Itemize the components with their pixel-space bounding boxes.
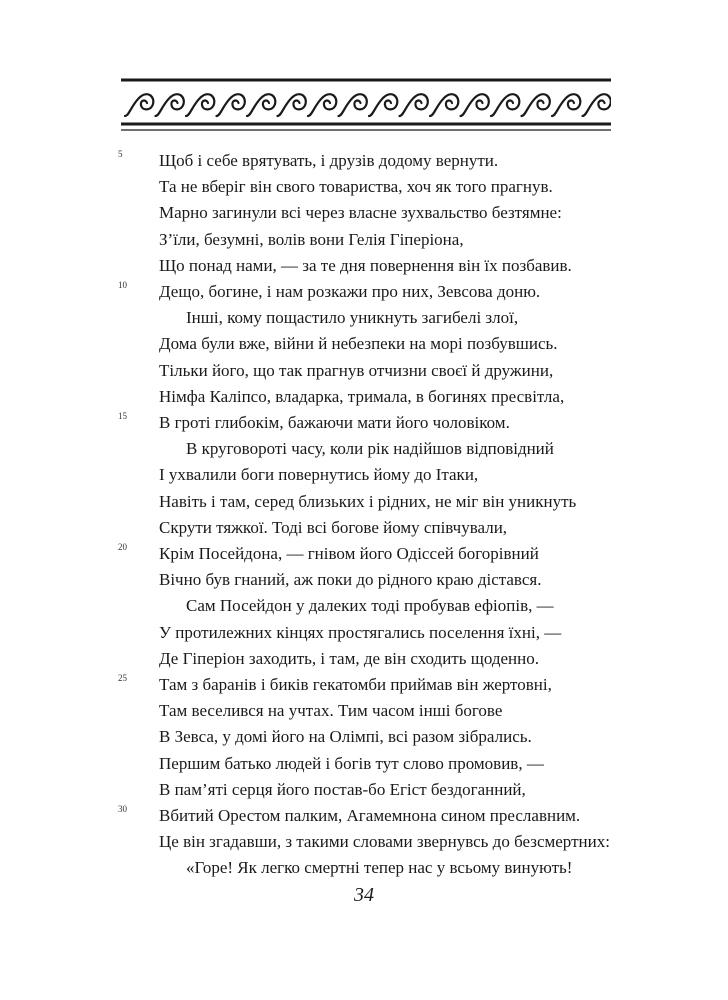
line-text: Там з баранів і биків гекатомби приймав він жертовні, (159, 675, 552, 694)
wave-scroll (247, 94, 275, 116)
line-text: Дещо, богине, і нам розкажи про них, Зевсова доню. (159, 282, 541, 301)
wave-scroll (156, 94, 184, 116)
wave-scroll (522, 94, 550, 116)
wave-scroll (125, 94, 153, 116)
line-text: І ухвалили боги повернутись йому до Ітаки, (159, 465, 479, 485)
poem-line (0, 436, 728, 462)
line-text: В пам’яті серця його постав-бо Егіст бездоганний, (159, 779, 526, 799)
poem-line (0, 200, 728, 226)
line-text: Навіть і там, серед близьких і рідних, не міг він уникнуть (159, 491, 577, 511)
wave-scroll (461, 94, 489, 116)
wave-scroll (552, 94, 580, 116)
poem-line (0, 751, 728, 777)
wave-scroll (339, 94, 367, 116)
wave-scroll (400, 94, 428, 116)
poem-line (0, 855, 728, 881)
poem-line (0, 646, 728, 672)
line-text: Це він згадавши, з такими словами звернувсь до безсмертних: (159, 832, 610, 852)
poem-line (0, 698, 728, 724)
line-text: Німфа Каліпсо, владарка, тримала, в богинях пресвітла, (159, 386, 565, 406)
poem-line (0, 227, 728, 253)
line-text: Щоб і себе врятувать, і друзів додому вернути. (159, 151, 499, 170)
wave-scroll-band (125, 94, 611, 116)
wave-scroll (583, 94, 611, 116)
poem-line (0, 803, 728, 829)
wave-scroll (430, 94, 458, 116)
greek-wave-ornament (121, 78, 611, 136)
line-text: Сам Посейдон у далеких тоді пробував ефіопів, — (186, 596, 554, 616)
poem-line (0, 148, 728, 174)
line-text: Де Гіперіон заходить, і там, де він сходить щоденно. (159, 648, 539, 668)
line-text: Першим батько людей і богів тут слово промовив, — (159, 753, 544, 773)
poem-line (0, 620, 728, 646)
line-text: В Зевса, у домі його на Олімпі, всі разом зібрались. (159, 727, 532, 747)
line-text: У протилежних кінцях простягались поселення їхні, — (159, 622, 562, 642)
poem-line (0, 567, 728, 593)
line-number: 20 (118, 542, 127, 552)
line-text: Скрути тяжкої. Тоді всі богове йому співчували, (159, 517, 508, 537)
line-text: Марно загинули всі через власне зухвальство безтямне: (159, 203, 562, 223)
line-text: Інші, кому пощастило уникнуть загибелі злої, (186, 308, 519, 328)
poem-line (0, 174, 728, 200)
poem-line (0, 724, 728, 750)
poem-line (0, 777, 728, 803)
poem-line (0, 358, 728, 384)
line-number: 30 (118, 804, 127, 814)
line-number: 15 (118, 411, 127, 421)
poem-line (0, 829, 728, 855)
wave-scroll (308, 94, 336, 116)
wave-scroll (278, 94, 306, 116)
poem-line (0, 384, 728, 410)
line-number: 10 (118, 280, 127, 290)
poem-line (0, 541, 728, 567)
line-text: Вічно був гнаний, аж поки до рідного краю дістався. (159, 570, 542, 590)
poem-line (0, 253, 728, 279)
line-text: В гроті глибокім, бажаючи мати його чоловіком. (159, 413, 510, 432)
line-text: «Горе! Як легко смертні тепер нас у всьому винують! (186, 858, 573, 878)
line-text: Тільки його, що так прагнув отчизни своєї й дружини, (159, 360, 554, 380)
page-number: 34 (354, 884, 374, 906)
line-number: 5 (118, 149, 123, 159)
poem-line (0, 672, 728, 698)
wave-scroll (217, 94, 245, 116)
line-text: Там веселився на учтах. Тим часом інші богове (159, 701, 503, 721)
poem-line (0, 305, 728, 331)
poem-line (0, 515, 728, 541)
poem-line (0, 410, 728, 436)
line-number: 25 (118, 673, 127, 683)
line-text: Дома були вже, війни й небезпеки на морі позбувшись. (159, 334, 558, 354)
line-text: З’їли, безумні, волів вони Гелія Гіперіона, (159, 229, 464, 249)
poem-line (0, 331, 728, 357)
poem-line (0, 462, 728, 488)
line-text: В круговороті часу, коли рік надійшов відповідний (186, 439, 554, 459)
wave-scroll (369, 94, 397, 116)
line-text: Вбитий Орестом палким, Агамемнона сином преславним. (159, 806, 581, 825)
poem-line (0, 489, 728, 515)
poem-line (0, 279, 728, 305)
poem-line (0, 593, 728, 619)
line-text: Та не вберіг він свого товариства, хоч як того прагнув. (159, 177, 553, 197)
line-text: Що понад нами, — за те дня повернення він їх позбавив. (159, 255, 572, 275)
wave-scroll (491, 94, 519, 116)
wave-scroll (186, 94, 214, 116)
line-text: Крім Посейдона, — гнівом його Одіссей богорівний (159, 544, 539, 563)
